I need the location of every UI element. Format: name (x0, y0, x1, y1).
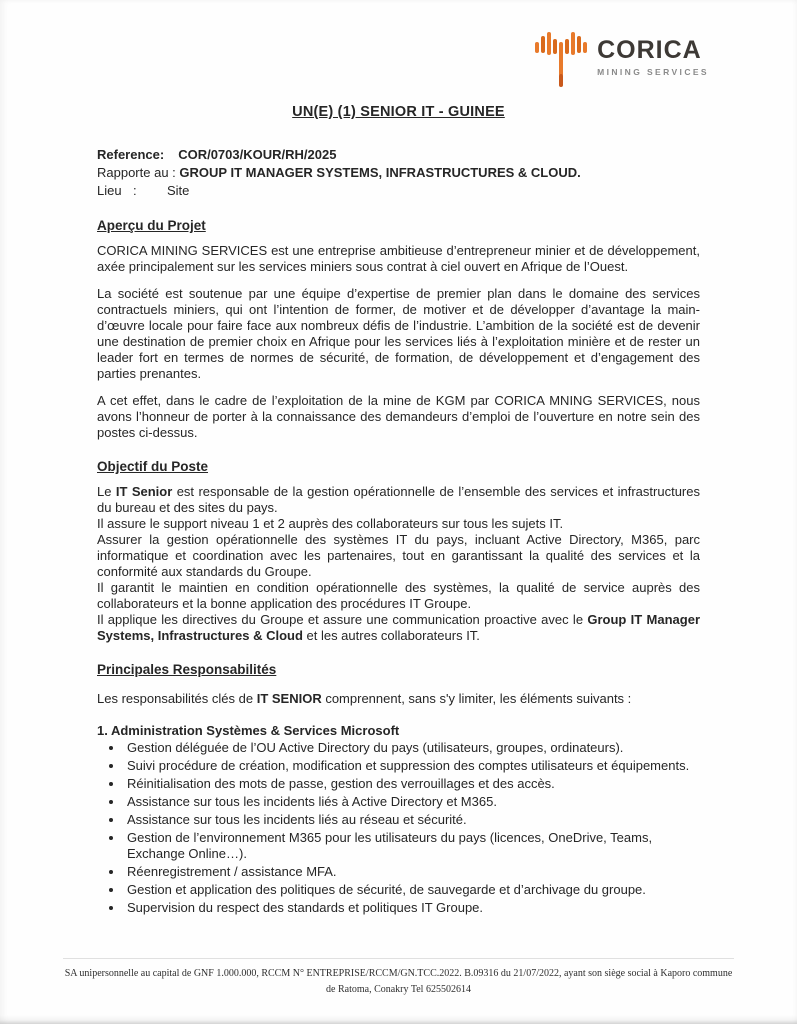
location-separator: : (133, 183, 137, 198)
text-segment-bold: Group IT Manager Systems, Infrastructures & Cloud (97, 612, 701, 643)
reference-value: COR/0703/KOUR/RH/2025 (178, 147, 337, 162)
reference-block (97, 146, 700, 200)
text-segment-bold: IT Senior (115, 484, 173, 499)
legal-footer: SA unipersonnelle au capital de GNF 1.000.000, RCCM N° ENTREPRISE/RCCM/GN.TCC.2022. B.09316 du 21/07/2022, ayant son siège social à Kaporo commune de Ratoma, Conakry Tel 625502614 (63, 958, 734, 998)
reports-to-line (97, 164, 700, 182)
objective-paragraph-1 (97, 484, 700, 516)
text-segment: comprennent, sans s'y limiter, les éléments suivants : (321, 691, 632, 706)
objective-paragraph-3: Assurer la gestion opérationnelle des systèmes IT du pays, incluant Active Directory, M365, parc informatique et coordination avec les partenaires, tout en garantissant la qualité des services et la conformité aux standards du Groupe. (97, 532, 700, 579)
reports-to-label: Rapporte au : (97, 165, 176, 180)
section-heading-objective: Objectif du Poste (97, 459, 209, 474)
section-heading-overview: Aperçu du Projet (97, 218, 206, 233)
objective-paragraph-2: Il assure le support niveau 1 et 2 auprès des collaborateurs sur tous les sujets IT. (97, 516, 564, 531)
logo-company-name: CORICA (597, 36, 702, 64)
responsibilities-intro (97, 691, 700, 707)
objective-paragraph-5 (97, 612, 700, 644)
list-item: • Gestion déléguée de l’OU Active Directory du pays (utilisateurs, groupes, ordinateurs). (124, 740, 700, 756)
list-item: • Suivi procédure de création, modification et suppression des comptes utilisateurs et équipements. (124, 758, 700, 774)
logo-row (0, 0, 797, 94)
text-segment: Les responsabilités clés de (97, 691, 257, 706)
text-segment: est responsable de la gestion opérationnelle de l’ensemble des services et infrastructures du bureau et des sites du pays. (97, 484, 700, 515)
responsibility-group-heading: 1. Administration Systèmes & Services Microsoft (97, 723, 400, 738)
overview-paragraph-2: La société est soutenue par une équipe d’expertise de premier plan dans le domaine des services contractuels miniers, qui ont l’intention de former, de motiver et de développer d’avantage la main-d’œuvre locale pour faire face aux nombreux défis de l’industrie. L’ambition de la société est de devenir une destination de premier choix en Afrique pour les services liés à l’exploitation minière et de rester un leader fort en termes de normes de sécurité, de formation, de développement et d’engagement des parties prenantes. (97, 286, 700, 381)
logo-text (597, 30, 709, 77)
responsibility-list (97, 740, 700, 916)
section-heading-responsibilities: Principales Responsabilités (97, 662, 277, 677)
list-item: • Réenregistrement / assistance MFA. (124, 864, 700, 880)
objective-paragraph-4: Il garantit le maintien en condition opérationnelle des systèmes, la qualité de service auprès des collaborateurs et la bonne application des procédures IT Groupe. (97, 580, 700, 611)
list-item: • Gestion de l’environnement M365 pour les utilisateurs du pays (licences, OneDrive, Teams, Exchange Online…). (124, 830, 700, 862)
document-body (0, 104, 797, 916)
location-label: Lieu (97, 183, 122, 198)
text-segment-bold: IT SENIOR (256, 691, 322, 706)
text-segment: Il applique les directives du Groupe et assure une communication proactive avec le (97, 612, 588, 627)
list-item: • Réinitialisation des mots de passe, gestion des verrouillages et des accès. (124, 776, 700, 792)
logo-subtitle: MINING SERVICES (597, 67, 709, 77)
reference-label: Reference: (97, 147, 165, 162)
location-line (97, 182, 700, 200)
overview-paragraph-1: CORICA MINING SERVICES est une entreprise ambitieuse d’entrepreneur minier et de développement, axée principalement sur les services miniers sous contrat à ciel ouvert en Afrique de l’Ouest. (97, 243, 700, 274)
text-segment: et les autres collaborateurs IT. (302, 628, 480, 643)
list-item: • Gestion et application des politiques de sécurité, de sauvegarde et d’archivage du groupe. (124, 882, 700, 898)
list-item: • Assistance sur tous les incidents liés à Active Directory et M365. (124, 794, 700, 810)
corica-logo-icon (535, 30, 587, 88)
reference-line (97, 146, 700, 164)
list-item: • Supervision du respect des standards et politiques IT Groupe. (124, 900, 700, 916)
overview-paragraph-3: A cet effet, dans le cadre de l’exploitation de la mine de KGM par CORICA MNING SERVICES, nous avons l’honneur de porter à la connaissance des demandeurs d’emploi de l’ouverture en notre sein des postes ci-dessus. (97, 393, 700, 440)
list-item: • Assistance sur tous les incidents liés au réseau et sécurité. (124, 812, 700, 828)
location-value: Site (167, 183, 190, 198)
page-title: UN(E) (1) SENIOR IT - GUINEE (292, 104, 505, 120)
reports-to-value: GROUP IT MANAGER SYSTEMS, INFRASTRUCTURES & CLOUD. (179, 165, 581, 180)
objective-text (97, 484, 700, 644)
corica-logo (535, 30, 709, 94)
text-segment: Le (97, 484, 116, 499)
